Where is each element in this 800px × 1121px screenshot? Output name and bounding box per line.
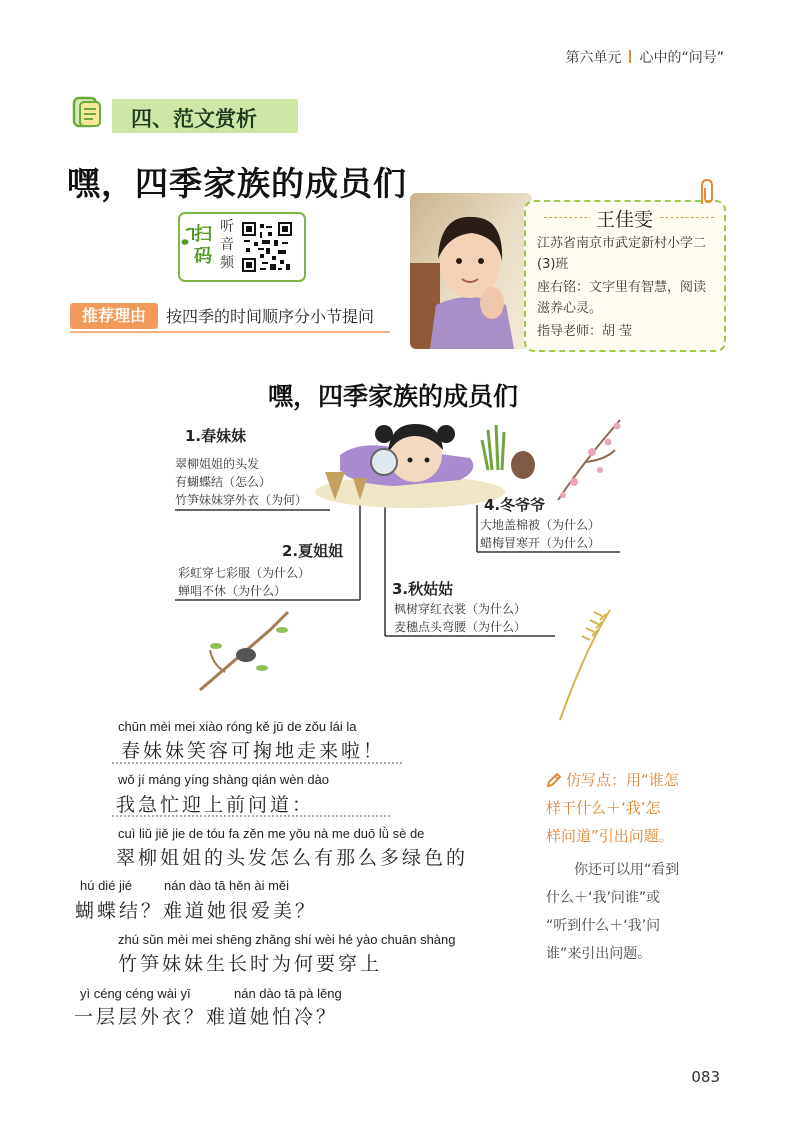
pinyin-line: wǒ jí máng yíng shàng qián wèn dào bbox=[118, 772, 330, 787]
text-line: 一层层外衣？难道她怕冷？ bbox=[74, 1006, 339, 1028]
page-number: 083 bbox=[691, 1068, 720, 1086]
autumn-heading: 3.秋姑姑 bbox=[392, 580, 454, 598]
section-title: 四、范文赏析 bbox=[131, 107, 257, 131]
tip-heading-line3: 样问道”引出问题。 bbox=[546, 827, 674, 845]
spring-item: 翠柳姐姐的头发 bbox=[175, 457, 260, 471]
listen-audio-label: 听音频 bbox=[220, 219, 234, 271]
recommend-reason-text: 按四季的时间顺序分小节提问 bbox=[166, 307, 375, 326]
tip-body-line2: 什么＋‘我’问谁”或 bbox=[546, 890, 661, 906]
tip-body-line4: 谁”来引出问题。 bbox=[546, 946, 652, 962]
text-line: 春妹妹笑容可掬地走来啦！ bbox=[121, 740, 386, 762]
author-class: (3)班 bbox=[537, 257, 569, 272]
spring-heading: 1.春妹妹 bbox=[185, 427, 247, 445]
tip-body-line3: “听到什么＋‘我’问 bbox=[546, 918, 661, 934]
plum-branch-illustration bbox=[558, 420, 620, 500]
winter-item: 大地盖棉被（为什么） bbox=[480, 518, 601, 532]
text-line: 蝴蝶结？难道她很爱美？ bbox=[75, 900, 318, 922]
author-name: 王佳雯 bbox=[590, 205, 659, 232]
unit-topic: 心中的“问号” bbox=[639, 50, 724, 66]
text-line: 我急忙迎上前问道： bbox=[116, 794, 315, 816]
spring-item: 竹笋妹妹穿外衣（为何） bbox=[175, 493, 308, 507]
pinyin-line: cuì liǔ jiě jie de tóu fa zěn me yǒu nà me duō lǜ sè de bbox=[118, 826, 425, 841]
line-divider bbox=[112, 762, 402, 764]
summer-heading: 2.夏姐姐 bbox=[282, 542, 344, 560]
pinyin-line: chūn mèi mei xiào róng kě jū de zǒu lái la bbox=[118, 719, 357, 734]
autumn-item: 麦穗点头弯腰（为什么） bbox=[394, 620, 527, 634]
scan-label: 扫码 bbox=[194, 224, 212, 267]
recommend-reason-tag: 推荐理由 bbox=[70, 303, 158, 329]
tip-body-line1: 你还可以用“看到 bbox=[574, 862, 680, 878]
line-divider bbox=[112, 815, 390, 817]
bird-branch-illustration bbox=[200, 612, 288, 690]
mindmap-title: 嘿，四季家族的成员们 bbox=[268, 382, 519, 411]
text-line: 翠柳姐姐的头发怎么有那么多绿色的 bbox=[116, 847, 469, 869]
tip-heading-line1: 仿写点：用“谁怎 bbox=[566, 771, 679, 789]
pinyin-line: yì céng céng wài yī bbox=[80, 986, 191, 1001]
author-motto-line1: 座右铭：文字里有智慧，阅读 bbox=[537, 280, 707, 295]
summer-item: 彩虹穿七彩服（为什么） bbox=[178, 566, 311, 580]
summer-item: 蝉唱不休（为什么） bbox=[178, 584, 287, 598]
author-school: 江苏省南京市武定新村小学二 bbox=[537, 236, 707, 251]
author-motto-line2: 滋养心灵。 bbox=[537, 301, 603, 316]
winter-heading: 4.冬爷爷 bbox=[484, 496, 546, 514]
pencil-icon bbox=[546, 772, 562, 788]
autumn-item: 枫树穿红衣裳（为什么） bbox=[394, 602, 527, 616]
essay-title: 嘿，四季家族的成员们 bbox=[67, 164, 407, 203]
pinyin-line: hú dié jié bbox=[80, 878, 133, 893]
author-teacher: 指导老师：胡 莹 bbox=[537, 324, 633, 339]
spring-item: 有蝴蝶结（怎么） bbox=[175, 475, 272, 489]
pinyin-line: nán dào tā hěn ài měi bbox=[164, 878, 290, 893]
wheat-illustration bbox=[560, 610, 610, 720]
unit-label: 第六单元 bbox=[565, 50, 622, 66]
tip-heading-line2: 样干什么＋‘我’怎 bbox=[546, 799, 661, 817]
text-line: 竹笋妹妹生长时为何要穿上 bbox=[118, 953, 383, 975]
pinyin-line: zhú sǔn mèi mei shēng zhǎng shí wèi hé yào chuān shàng bbox=[118, 932, 456, 947]
pinyin-line: nán dào tā pà lěng bbox=[234, 986, 342, 1001]
winter-item: 蜡梅冒寒开（为什么） bbox=[480, 536, 601, 550]
